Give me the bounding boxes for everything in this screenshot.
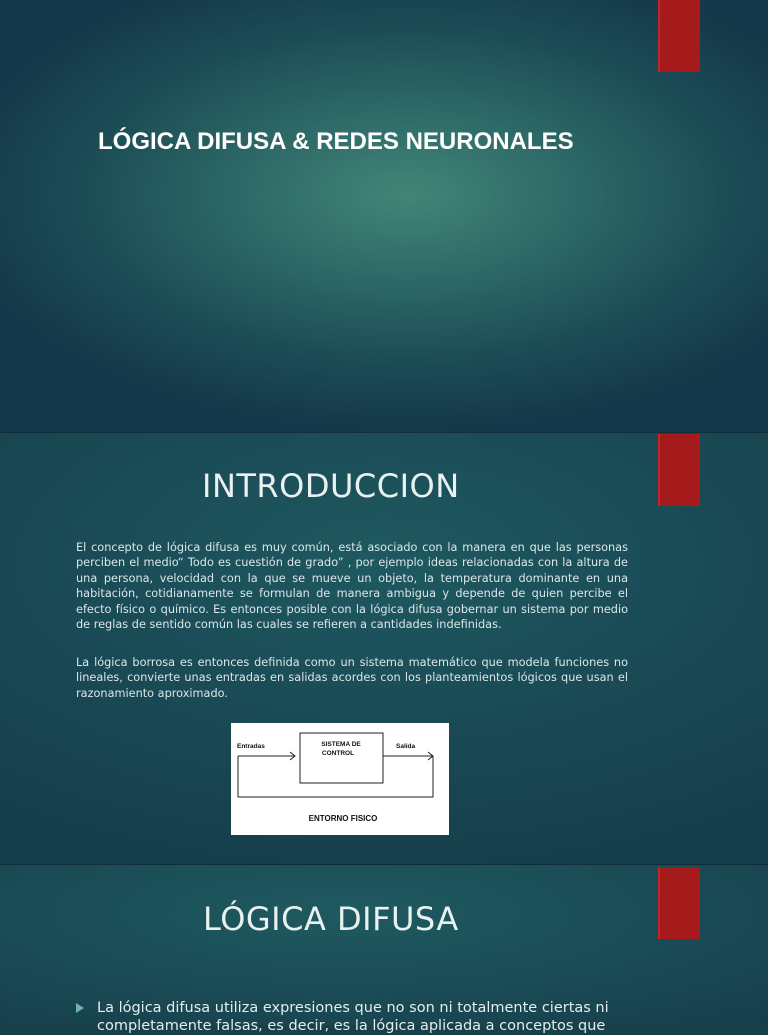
intro-paragraph-1: El concepto de lógica difusa es muy común, está asociado con la manera en que las personas perciben el medio“ Todo es cuestión de grado” , por ejemplo ideas relacionadas con la altura de una persona, velocidad con la que se mueve un objeto, la temperatura dominante en una habitación, cotidianamente se formulan de manera ambigua y depende de quien percibe el efecto físico o químico. Es entonces posible con la lógica difusa gobernar un sistema por medio de reglas de sentido común las cuales se refieren a cantidades indefinidas. (76, 541, 628, 632)
slide-introduction (0, 432, 768, 865)
red-accent-tab (658, 0, 700, 72)
bullet-text: La lógica difusa utiliza expresiones que no son ni totalmente ciertas ni completamente falsas, es decir, es la lógica aplicada a conceptos que (97, 1000, 609, 1034)
slide-heading: INTRODUCCION (202, 467, 460, 505)
triangle-bullet-icon (76, 1003, 84, 1013)
system-label-line1: SISTEMA DE (321, 741, 361, 748)
red-accent-tab (658, 434, 700, 506)
input-label: Entradas (237, 743, 265, 750)
red-accent-tab (658, 867, 700, 939)
output-label: Salida (396, 743, 416, 750)
diagram-svg (231, 723, 449, 835)
environment-label: ENTORNO FISICO (308, 814, 378, 823)
intro-paragraph-2: La lógica borrosa es entonces definida como un sistema matemático que modela funciones no lineales, convierte unas entradas en salidas acordes con los planteamientos lógicos que usan el razonamiento aproximado. (76, 656, 628, 700)
control-system-diagram (231, 723, 449, 835)
slide-title (0, 0, 768, 432)
system-label-line2: CONTROL (321, 750, 355, 757)
presentation-title: LÓGICA DIFUSA & REDES NEURONALES (98, 128, 574, 155)
slide-heading: LÓGICA DIFUSA (203, 900, 459, 938)
slide-fuzzy-logic (0, 864, 768, 1034)
bullet-item (76, 999, 636, 1035)
